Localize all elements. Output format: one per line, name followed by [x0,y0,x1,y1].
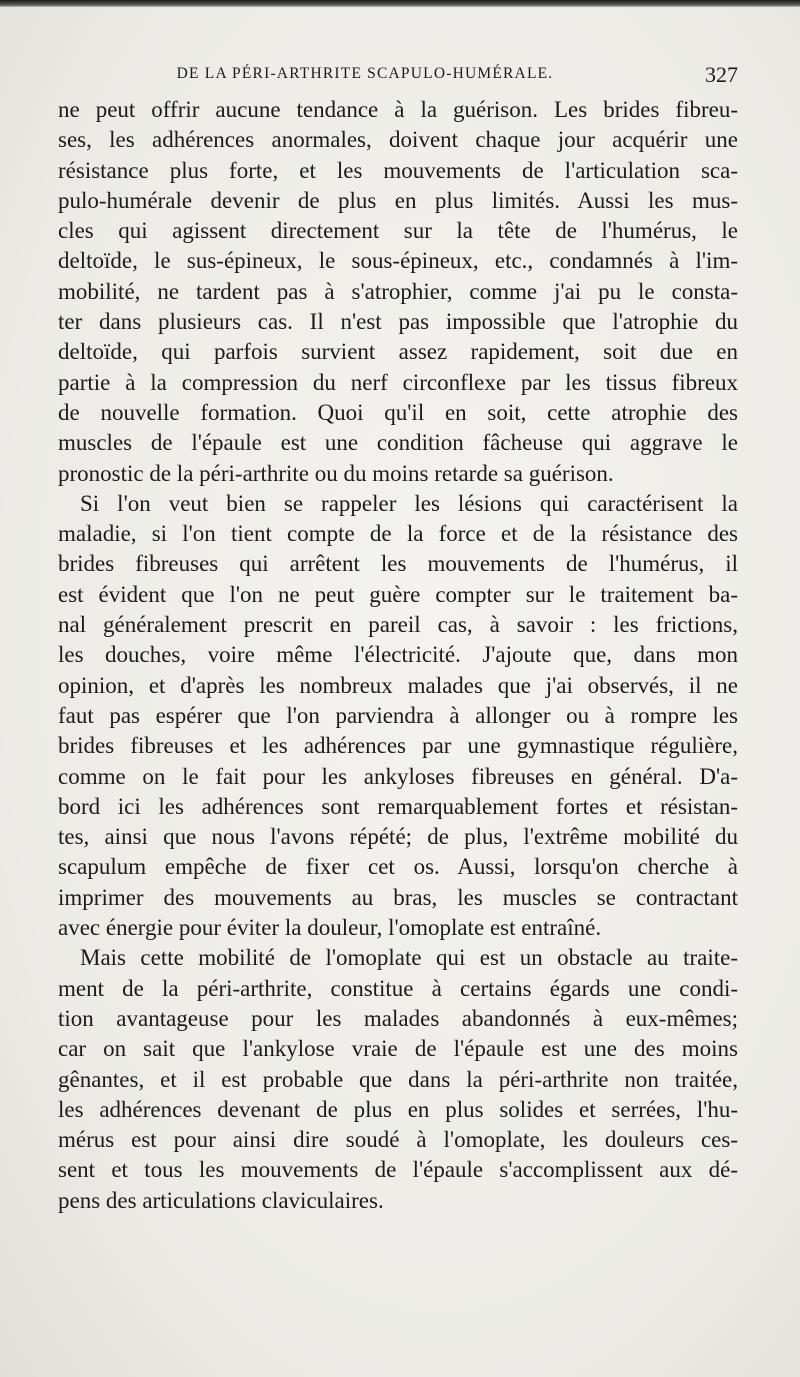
text-line: muscles de l'épaule est une condition fâcheuse qui aggrave le [58,430,738,456]
text-line: ne peut offrir aucune tendance à la guérison. Les brides fibreu- [58,97,738,122]
text-line: pens des articulations claviculaires. [58,1187,384,1213]
text-line: mérus est pour ainsi dire soudé à l'omoplate, les douleurs ces- [58,1127,738,1153]
text-line: opinion, et d'après les nombreux malades que j'ai observés, il ne [58,672,738,698]
text-line: deltoïde, le sus-épineux, le sous-épineux, etc., condamnés à l'im- [58,248,738,274]
page-number: 327 [705,62,738,87]
text-line: brides fibreuses qui arrêtent les mouvements de l'humérus, il [58,551,738,577]
text-line: nal généralement prescrit en pareil cas, à savoir : les frictions, [58,612,738,638]
text-line: bord ici les adhérences sont remarquablement fortes et résistan- [58,793,738,819]
paragraph-start-line: Si l'on veut bien se rappeler les lésions qui caractérisent la [80,490,738,516]
text-line: les adhérences devenant de plus en plus solides et serrées, l'hu- [58,1096,738,1122]
scan-top-edge [0,0,800,7]
text-line: mobilité, ne tardent pas à s'atrophier, comme j'ai pu le consta- [58,278,738,304]
text-line: avec énergie pour éviter la douleur, l'omoplate est entraîné. [58,915,602,941]
page-header [60,62,740,95]
text-line: pulo-humérale devenir de plus en plus limités. Aussi les mus- [58,187,738,213]
text-line: ment de la péri-arthrite, constitue à certains égards une condi- [58,975,738,1001]
book-page [0,7,800,1377]
text-line: tion avantageuse pour les malades abandonnés à eux-mêmes; [58,1005,738,1031]
text-line: imprimer des mouvements au bras, les muscles se contractant [58,884,738,910]
text-line: car on sait que l'ankylose vraie de l'épaule est une des moins [58,1036,738,1062]
text-line: de nouvelle formation. Quoi qu'il en soit, cette atrophie des [58,399,738,425]
text-line: scapulum empêche de fixer cet os. Aussi, lorsqu'on cherche à [58,854,738,880]
running-head: DE LA PÉRI-ARTHRITE SCAPULO-HUMÉRALE. [176,65,554,82]
text-line: deltoïde, qui parfois survient assez rapidement, soit due en [58,339,738,365]
text-line: comme on le fait pour les ankyloses fibreuses en général. D'a- [58,763,738,789]
text-line: ses, les adhérences anormales, doivent chaque jour acquérir une [58,127,738,153]
text-line: ter dans plusieurs cas. Il n'est pas impossible que l'atrophie du [58,309,738,335]
text-line: brides fibreuses et les adhérences par une gymnastique régulière, [58,733,738,759]
text-line: pronostic de la péri-arthrite ou du moins retarde sa guérison. [58,460,614,486]
text-line: est évident que l'on ne peut guère compter sur le traitement ba- [58,581,738,607]
text-line: faut pas espérer que l'on parviendra à allonger ou à rompre les [58,702,738,728]
text-line: gênantes, et il est probable que dans la péri-arthrite non traitée, [58,1066,738,1092]
paragraph-start-line: Mais cette mobilité de l'omoplate qui est un obstacle au traite- [80,945,738,971]
body-text [58,95,738,1216]
text-line: sent et tous les mouvements de l'épaule s'accomplissent aux dé- [58,1157,738,1183]
text-line: tes, ainsi que nous l'avons répété; de plus, l'extrême mobilité du [58,824,738,850]
text-line: résistance plus forte, et les mouvements de l'articulation sca- [58,157,738,183]
text-line: partie à la compression du nerf circonflexe par les tissus fibreux [58,369,738,395]
text-line: cles qui agissent directement sur la tête de l'humérus, le [58,218,738,244]
text-line: les douches, voire même l'électricité. J'ajoute que, dans mon [58,642,738,668]
text-line: maladie, si l'on tient compte de la force et de la résistance des [58,521,738,547]
